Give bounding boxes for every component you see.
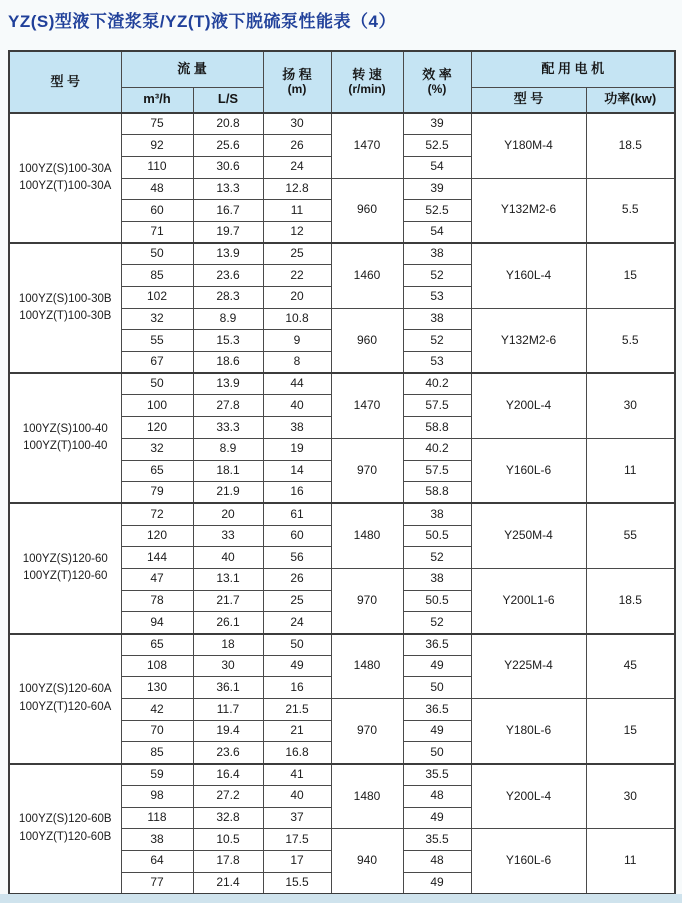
efficiency-cell: 36.5	[403, 699, 471, 721]
speed-cell: 970	[331, 438, 403, 503]
bottom-strip	[0, 894, 682, 903]
speed-cell: 1470	[331, 113, 403, 178]
header-efficiency-label: 效 率	[422, 66, 452, 82]
head-cell: 17	[263, 850, 331, 872]
flow-ls-cell: 13.3	[193, 178, 263, 200]
pump-model-cell	[9, 503, 121, 633]
motor-model-cell: Y180M-4	[471, 113, 586, 178]
flow-ls-cell: 23.6	[193, 742, 263, 764]
head-cell: 25	[263, 243, 331, 265]
flow-m3h-cell: 70	[121, 720, 193, 742]
flow-ls-cell: 20.8	[193, 113, 263, 135]
motor-model-cell: Y132M2-6	[471, 178, 586, 243]
pump-model: 100YZ(T)120-60	[23, 570, 108, 583]
flow-m3h-cell: 120	[121, 417, 193, 439]
efficiency-cell: 52	[403, 330, 471, 352]
motor-power-cell: 30	[586, 373, 675, 438]
motor-model-cell: Y225M-4	[471, 634, 586, 699]
flow-ls-cell: 16.4	[193, 764, 263, 786]
motor-power-cell: 15	[586, 243, 675, 308]
flow-m3h-cell: 67	[121, 352, 193, 374]
flow-ls-cell: 27.2	[193, 785, 263, 807]
flow-m3h-cell: 48	[121, 178, 193, 200]
flow-ls-cell: 13.9	[193, 373, 263, 395]
flow-m3h-cell: 38	[121, 829, 193, 851]
head-cell: 11	[263, 200, 331, 222]
head-cell: 41	[263, 764, 331, 786]
speed-cell: 1470	[331, 373, 403, 438]
flow-ls-cell: 19.4	[193, 720, 263, 742]
table-row	[9, 503, 675, 525]
flow-ls-cell: 23.6	[193, 265, 263, 287]
flow-m3h-cell: 50	[121, 373, 193, 395]
flow-ls-cell: 15.3	[193, 330, 263, 352]
head-cell: 50	[263, 634, 331, 656]
header-efficiency-unit: (%)	[427, 81, 447, 96]
efficiency-cell: 54	[403, 221, 471, 243]
flow-m3h-cell: 102	[121, 287, 193, 309]
page-title: YZ(S)型液下渣浆泵/YZ(T)液下脱硫泵性能表（4）	[8, 12, 396, 31]
speed-cell: 970	[331, 568, 403, 633]
head-cell: 30	[263, 113, 331, 135]
pump-model-cell	[9, 764, 121, 894]
speed-cell: 970	[331, 699, 403, 764]
speed-cell: 1480	[331, 503, 403, 568]
efficiency-cell: 48	[403, 785, 471, 807]
flow-ls-cell: 36.1	[193, 677, 263, 699]
efficiency-cell: 52.5	[403, 200, 471, 222]
efficiency-cell: 52	[403, 265, 471, 287]
flow-ls-cell: 11.7	[193, 699, 263, 721]
head-cell: 21.5	[263, 699, 331, 721]
flow-m3h-cell: 65	[121, 460, 193, 482]
pump-model: 100YZ(S)100-40	[22, 423, 108, 436]
table-row	[9, 634, 675, 656]
flow-m3h-cell: 108	[121, 655, 193, 677]
flow-ls-cell: 21.9	[193, 482, 263, 504]
motor-model-cell: Y160L-6	[471, 438, 586, 503]
efficiency-cell: 50	[403, 742, 471, 764]
flow-ls-cell: 19.7	[193, 221, 263, 243]
header-head	[263, 51, 331, 113]
head-cell: 25	[263, 590, 331, 612]
flow-m3h-cell: 50	[121, 243, 193, 265]
efficiency-cell: 52	[403, 612, 471, 634]
head-cell: 17.5	[263, 829, 331, 851]
head-cell: 38	[263, 417, 331, 439]
efficiency-cell: 53	[403, 352, 471, 374]
flow-ls-cell: 13.9	[193, 243, 263, 265]
pump-model: 100YZ(T)120-60A	[19, 700, 112, 713]
table-row	[9, 243, 675, 265]
head-cell: 9	[263, 330, 331, 352]
pump-model: 100YZ(T)100-30B	[19, 310, 112, 323]
head-cell: 26	[263, 568, 331, 590]
flow-m3h-cell: 100	[121, 395, 193, 417]
efficiency-cell: 40.2	[403, 373, 471, 395]
head-cell: 37	[263, 807, 331, 829]
flow-ls-cell: 18.1	[193, 460, 263, 482]
efficiency-cell: 36.5	[403, 634, 471, 656]
pump-model: 100YZ(T)100-40	[23, 440, 108, 453]
head-cell: 14	[263, 460, 331, 482]
head-cell: 44	[263, 373, 331, 395]
head-cell: 15.5	[263, 872, 331, 894]
header-model: 型 号	[9, 51, 121, 113]
efficiency-cell: 50	[403, 677, 471, 699]
head-cell: 49	[263, 655, 331, 677]
flow-m3h-cell: 94	[121, 612, 193, 634]
flow-ls-cell: 28.3	[193, 287, 263, 309]
flow-ls-cell: 32.8	[193, 807, 263, 829]
motor-model-cell: Y200L1-6	[471, 568, 586, 633]
flow-ls-cell: 8.9	[193, 308, 263, 330]
efficiency-cell: 40.2	[403, 438, 471, 460]
head-cell: 16	[263, 677, 331, 699]
flow-m3h-cell: 64	[121, 850, 193, 872]
flow-ls-cell: 10.5	[193, 829, 263, 851]
speed-cell: 960	[331, 308, 403, 373]
header-motor-power: 功率(kw)	[586, 87, 675, 113]
header-speed-unit: (r/min)	[348, 81, 386, 96]
flow-m3h-cell: 85	[121, 265, 193, 287]
efficiency-cell: 54	[403, 156, 471, 178]
efficiency-cell: 38	[403, 243, 471, 265]
efficiency-cell: 58.8	[403, 482, 471, 504]
pump-model: 100YZ(S)120-60B	[18, 813, 112, 826]
efficiency-cell: 49	[403, 807, 471, 829]
flow-ls-cell: 8.9	[193, 438, 263, 460]
flow-m3h-cell: 32	[121, 438, 193, 460]
flow-ls-cell: 40	[193, 547, 263, 569]
head-cell: 61	[263, 503, 331, 525]
flow-ls-cell: 13.1	[193, 568, 263, 590]
flow-ls-cell: 33	[193, 525, 263, 547]
flow-ls-cell: 18	[193, 634, 263, 656]
efficiency-cell: 35.5	[403, 829, 471, 851]
speed-cell: 960	[331, 178, 403, 243]
flow-m3h-cell: 120	[121, 525, 193, 547]
flow-ls-cell: 27.8	[193, 395, 263, 417]
pump-model-cell	[9, 634, 121, 764]
head-cell: 12.8	[263, 178, 331, 200]
header-flow: 流 量	[121, 51, 263, 87]
table-row	[9, 373, 675, 395]
flow-m3h-cell: 47	[121, 568, 193, 590]
motor-power-cell: 30	[586, 764, 675, 829]
motor-power-cell: 5.5	[586, 178, 675, 243]
flow-ls-cell: 17.8	[193, 850, 263, 872]
head-cell: 60	[263, 525, 331, 547]
motor-model-cell: Y160L-4	[471, 243, 586, 308]
table-header	[9, 51, 675, 113]
motor-model-cell: Y180L-6	[471, 699, 586, 764]
head-cell: 20	[263, 287, 331, 309]
speed-cell: 1480	[331, 764, 403, 829]
efficiency-cell: 52	[403, 547, 471, 569]
motor-power-cell: 55	[586, 503, 675, 568]
flow-m3h-cell: 118	[121, 807, 193, 829]
flow-ls-cell: 33.3	[193, 417, 263, 439]
efficiency-cell: 57.5	[403, 395, 471, 417]
efficiency-cell: 38	[403, 503, 471, 525]
flow-m3h-cell: 55	[121, 330, 193, 352]
header-efficiency	[403, 51, 471, 113]
speed-cell: 1460	[331, 243, 403, 308]
flow-m3h-cell: 144	[121, 547, 193, 569]
performance-table	[8, 50, 676, 895]
flow-ls-cell: 21.4	[193, 872, 263, 894]
head-cell: 22	[263, 265, 331, 287]
efficiency-cell: 35.5	[403, 764, 471, 786]
flow-m3h-cell: 32	[121, 308, 193, 330]
efficiency-cell: 52.5	[403, 135, 471, 157]
efficiency-cell: 48	[403, 850, 471, 872]
pump-model: 100YZ(S)120-60A	[18, 683, 112, 696]
motor-power-cell: 11	[586, 438, 675, 503]
efficiency-cell: 38	[403, 568, 471, 590]
motor-power-cell: 11	[586, 829, 675, 894]
performance-table-body	[9, 113, 675, 894]
efficiency-cell: 49	[403, 872, 471, 894]
pump-model: 100YZ(S)120-60	[22, 553, 108, 566]
flow-ls-cell: 18.6	[193, 352, 263, 374]
flow-m3h-cell: 98	[121, 785, 193, 807]
motor-model-cell: Y160L-6	[471, 829, 586, 894]
pump-model: 100YZ(T)120-60B	[19, 830, 112, 843]
motor-power-cell: 15	[586, 699, 675, 764]
speed-cell: 940	[331, 829, 403, 894]
header-motor-model: 型 号	[471, 87, 586, 113]
flow-m3h-cell: 59	[121, 764, 193, 786]
head-cell: 12	[263, 221, 331, 243]
flow-m3h-cell: 130	[121, 677, 193, 699]
flow-m3h-cell: 85	[121, 742, 193, 764]
motor-model-cell: Y132M2-6	[471, 308, 586, 373]
flow-ls-cell: 20	[193, 503, 263, 525]
flow-ls-cell: 25.6	[193, 135, 263, 157]
table-row	[9, 113, 675, 135]
efficiency-cell: 49	[403, 720, 471, 742]
flow-m3h-cell: 60	[121, 200, 193, 222]
efficiency-cell: 57.5	[403, 460, 471, 482]
flow-m3h-cell: 65	[121, 634, 193, 656]
efficiency-cell: 50.5	[403, 525, 471, 547]
flow-ls-cell: 30	[193, 655, 263, 677]
flow-m3h-cell: 78	[121, 590, 193, 612]
head-cell: 24	[263, 612, 331, 634]
motor-power-cell: 18.5	[586, 568, 675, 633]
head-cell: 16.8	[263, 742, 331, 764]
head-cell: 24	[263, 156, 331, 178]
header-flow-ls: L/S	[193, 87, 263, 113]
pump-model: 100YZ(S)100-30B	[18, 292, 112, 305]
flow-m3h-cell: 71	[121, 221, 193, 243]
efficiency-cell: 58.8	[403, 417, 471, 439]
header-speed-label: 转 速	[352, 66, 382, 82]
motor-power-cell: 18.5	[586, 113, 675, 178]
flow-m3h-cell: 92	[121, 135, 193, 157]
flow-m3h-cell: 79	[121, 482, 193, 504]
flow-m3h-cell: 42	[121, 699, 193, 721]
motor-power-cell: 5.5	[586, 308, 675, 373]
pump-model-cell	[9, 113, 121, 243]
flow-m3h-cell: 77	[121, 872, 193, 894]
motor-model-cell: Y250M-4	[471, 503, 586, 568]
flow-ls-cell: 26.1	[193, 612, 263, 634]
motor-model-cell: Y200L-4	[471, 373, 586, 438]
header-head-label: 扬 程	[282, 66, 312, 82]
motor-power-cell: 45	[586, 634, 675, 699]
efficiency-cell: 39	[403, 113, 471, 135]
header-speed	[331, 51, 403, 113]
header-flow-m3h: m³/h	[121, 87, 193, 113]
efficiency-cell: 50.5	[403, 590, 471, 612]
head-cell: 8	[263, 352, 331, 374]
head-cell: 10.8	[263, 308, 331, 330]
flow-m3h-cell: 110	[121, 156, 193, 178]
head-cell: 40	[263, 785, 331, 807]
flow-ls-cell: 16.7	[193, 200, 263, 222]
table-row	[9, 764, 675, 786]
flow-m3h-cell: 75	[121, 113, 193, 135]
flow-m3h-cell: 72	[121, 503, 193, 525]
motor-model-cell: Y200L-4	[471, 764, 586, 829]
efficiency-cell: 53	[403, 287, 471, 309]
pump-model-cell	[9, 243, 121, 373]
head-cell: 56	[263, 547, 331, 569]
efficiency-cell: 39	[403, 178, 471, 200]
speed-cell: 1480	[331, 634, 403, 699]
head-cell: 26	[263, 135, 331, 157]
flow-ls-cell: 21.7	[193, 590, 263, 612]
efficiency-cell: 38	[403, 308, 471, 330]
head-cell: 19	[263, 438, 331, 460]
efficiency-cell: 49	[403, 655, 471, 677]
header-motor: 配 用 电 机	[471, 51, 675, 87]
head-cell: 16	[263, 482, 331, 504]
header-head-unit: (m)	[287, 81, 307, 96]
head-cell: 40	[263, 395, 331, 417]
head-cell: 21	[263, 720, 331, 742]
pump-model: 100YZ(T)100-30A	[19, 180, 112, 193]
pump-model: 100YZ(S)100-30A	[18, 162, 112, 175]
flow-ls-cell: 30.6	[193, 156, 263, 178]
pump-model-cell	[9, 373, 121, 503]
